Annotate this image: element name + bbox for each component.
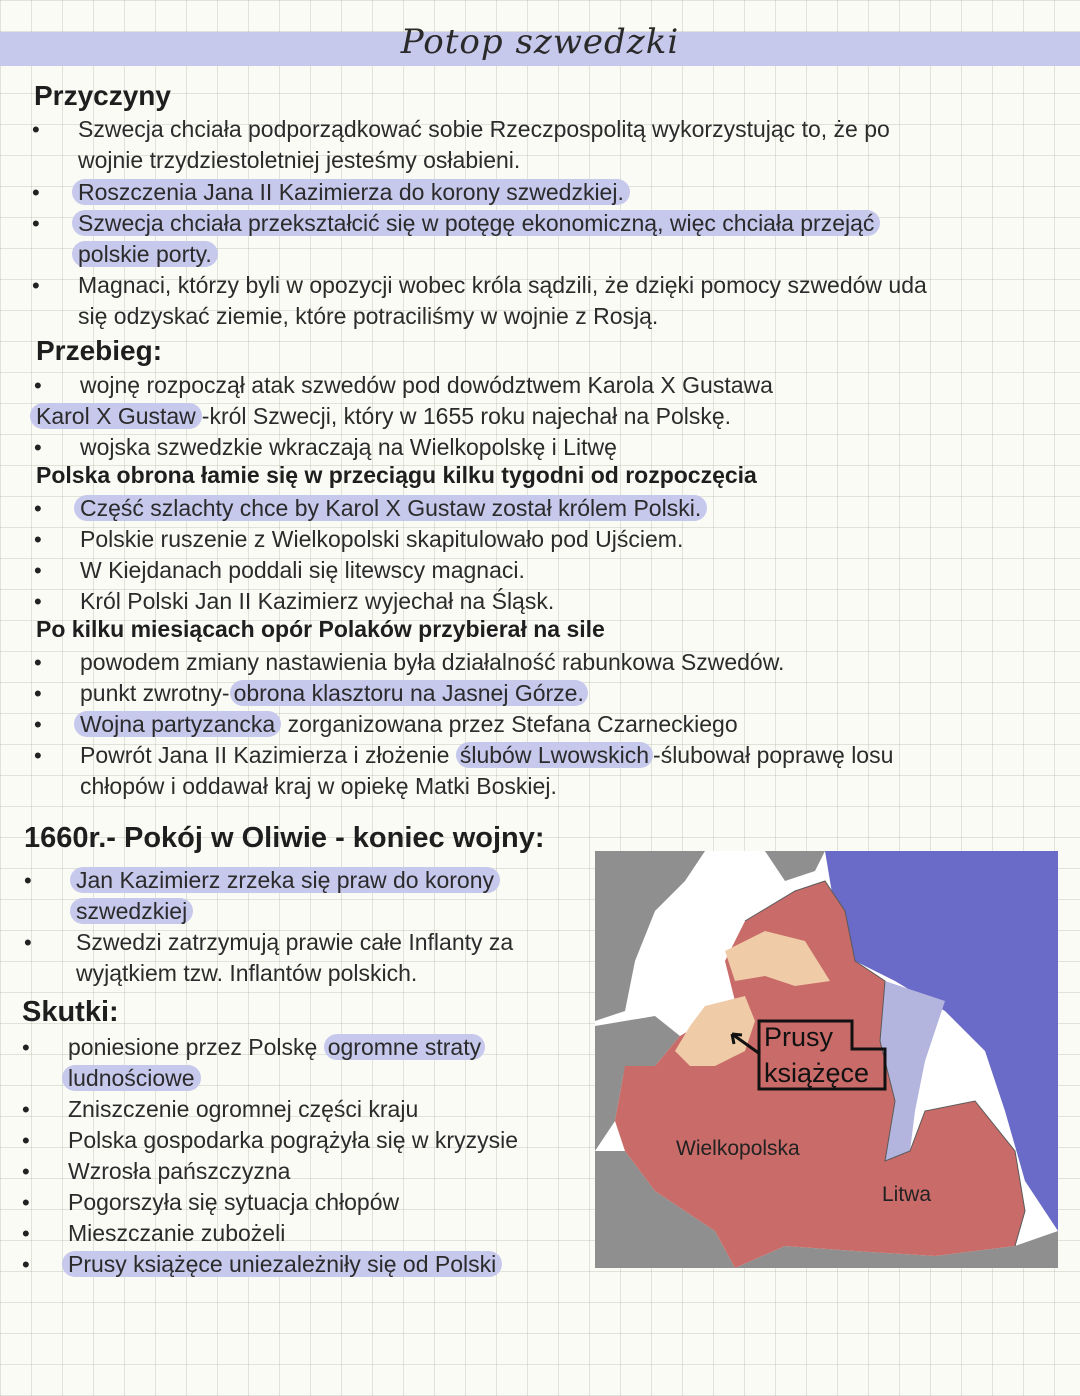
bullet-icon: • [24,930,32,955]
bullet-icon: • [22,1035,30,1060]
bullet-icon: • [22,1190,30,1215]
bullet-icon: • [22,1159,30,1184]
pokoj-item-2-line-2: wyjątkiem tzw. Inflantów polskich. [76,960,418,986]
opor-item-4-line-1: Powrót Jana II Kazimierza i złożenie ślubów Lwowskich -ślubował poprawę losu [80,742,894,768]
subheading-opor: Po kilku miesiącach opór Polaków przybierał na sile [36,616,605,642]
bullet-icon: • [32,273,40,298]
subheading-obrona: Polska obrona łamie się w przeciągu kilku tygodni od rozpoczęcia [36,462,757,488]
bullet-icon: • [34,712,42,737]
bullet-icon: • [22,1128,30,1153]
przyczyny-item-4-line-1: Magnaci, którzy byli w opozycji wobec króla sądzili, że dzięki pomocy szwedów uda [78,272,927,298]
skutki-item-3: Polska gospodarka pogrążyła się w kryzysie [68,1127,518,1153]
bullet-icon: • [34,527,42,552]
skutki-item-6: Mieszczanie zubożeli [68,1220,286,1246]
obrona-item-2: Polskie ruszenie z Wielkopolski skapitulowało pod Ujściem. [80,526,684,552]
przyczyny-item-3-line-2: polskie porty. [78,239,218,270]
bullet-icon: • [22,1097,30,1122]
bullet-icon: • [22,1221,30,1246]
bullet-icon: • [24,868,32,893]
arrow-icon [728,1030,762,1058]
map-label-wielkopolska: Wielkopolska [676,1137,800,1160]
bullet-icon: • [34,650,42,675]
skutki-item-1-line-2: ludnościowe [68,1063,201,1094]
bullet-icon: • [34,496,42,521]
obrona-item-4: Król Polski Jan II Kazimierz wyjechał na Śląsk. [80,588,555,614]
bullet-icon: • [34,681,42,706]
heading-pokoj: 1660r.- Pokój w Oliwie - koniec wojny: [24,822,545,854]
bullet-icon: • [34,435,42,460]
pokoj-item-1-line-2: szwedzkiej [76,896,193,927]
page-title: Potop szwedzki [400,22,680,62]
przyczyny-item-1-line-1: Szwecja chciała podporządkować sobie Rzeczpospolitą wykorzystując to, że po [78,116,890,142]
pokoj-item-2-line-1: Szwedzi zatrzymują prawie całe Inflanty za [76,929,514,955]
heading-skutki: Skutki: [22,996,119,1028]
bullet-icon: • [32,117,40,142]
heading-przebieg: Przebieg: [36,335,163,366]
obrona-item-3: W Kiejdanach poddali się litewscy magnaci. [80,557,525,583]
przyczyny-item-1-line-2: wojnie trzydziestoletniej jesteśmy osłabieni. [78,147,521,173]
pokoj-item-1-line-1: Jan Kazimierz zrzeka się praw do korony [76,865,500,896]
map-label-prusy: Prusy książęce [764,1022,870,1088]
bullet-icon: • [32,211,40,236]
skutki-item-2: Zniszczenie ogromnej części kraju [68,1096,419,1122]
opor-item-3: Wojna partyzancka zorganizowana przez Stefana Czarneckiego [80,709,738,740]
przebieg-karol-line: Karol X Gustaw -król Szwecji, który w 1655 roku najechał na Polskę. [36,401,731,432]
skutki-item-5: Pogorszyła się sytuacja chłopów [68,1189,400,1215]
bullet-icon: • [32,180,40,205]
opor-item-4-line-2: chłopów i oddawał kraj w opiekę Matki Boskiej. [80,773,557,799]
heading-przyczyny: Przyczyny [34,80,171,111]
bullet-icon: • [34,589,42,614]
przebieg-item-2: wojska szwedzkie wkraczają na Wielkopolskę i Litwę [80,434,617,460]
skutki-item-4: Wzrosła pańszczyzna [68,1158,291,1184]
skutki-item-1-line-1: poniesione przez Polskę ogromne straty [68,1032,485,1063]
przyczyny-item-3-line-1: Szwecja chciała przekształcić się w potęgę ekonomiczną, więc chciała przejąć [78,208,880,239]
obrona-item-1: Część szlachty chce by Karol X Gustaw został królem Polski. [80,493,707,524]
bullet-icon: • [34,743,42,768]
opor-item-1: powodem zmiany nastawienia była działalność rabunkowa Szwedów. [80,649,785,675]
map-label-litwa: Litwa [882,1183,932,1206]
skutki-item-7: Prusy książęce uniezależniły się od Polski [68,1249,502,1280]
przyczyny-item-2: Roszczenia Jana II Kazimierza do korony szwedzkiej. [78,177,630,208]
przyczyny-item-4-line-2: się odzyskać ziemie, które potraciliśmy w wojnie z Rosją. [78,303,659,329]
bullet-icon: • [22,1252,30,1277]
bullet-icon: • [34,373,42,398]
przebieg-item-1: wojnę rozpoczął atak szwedów pod dowództwem Karola X Gustawa [80,372,773,398]
bullet-icon: • [34,558,42,583]
opor-item-2: punkt zwrotny- obrona klasztoru na Jasnej Górze. [80,678,588,709]
